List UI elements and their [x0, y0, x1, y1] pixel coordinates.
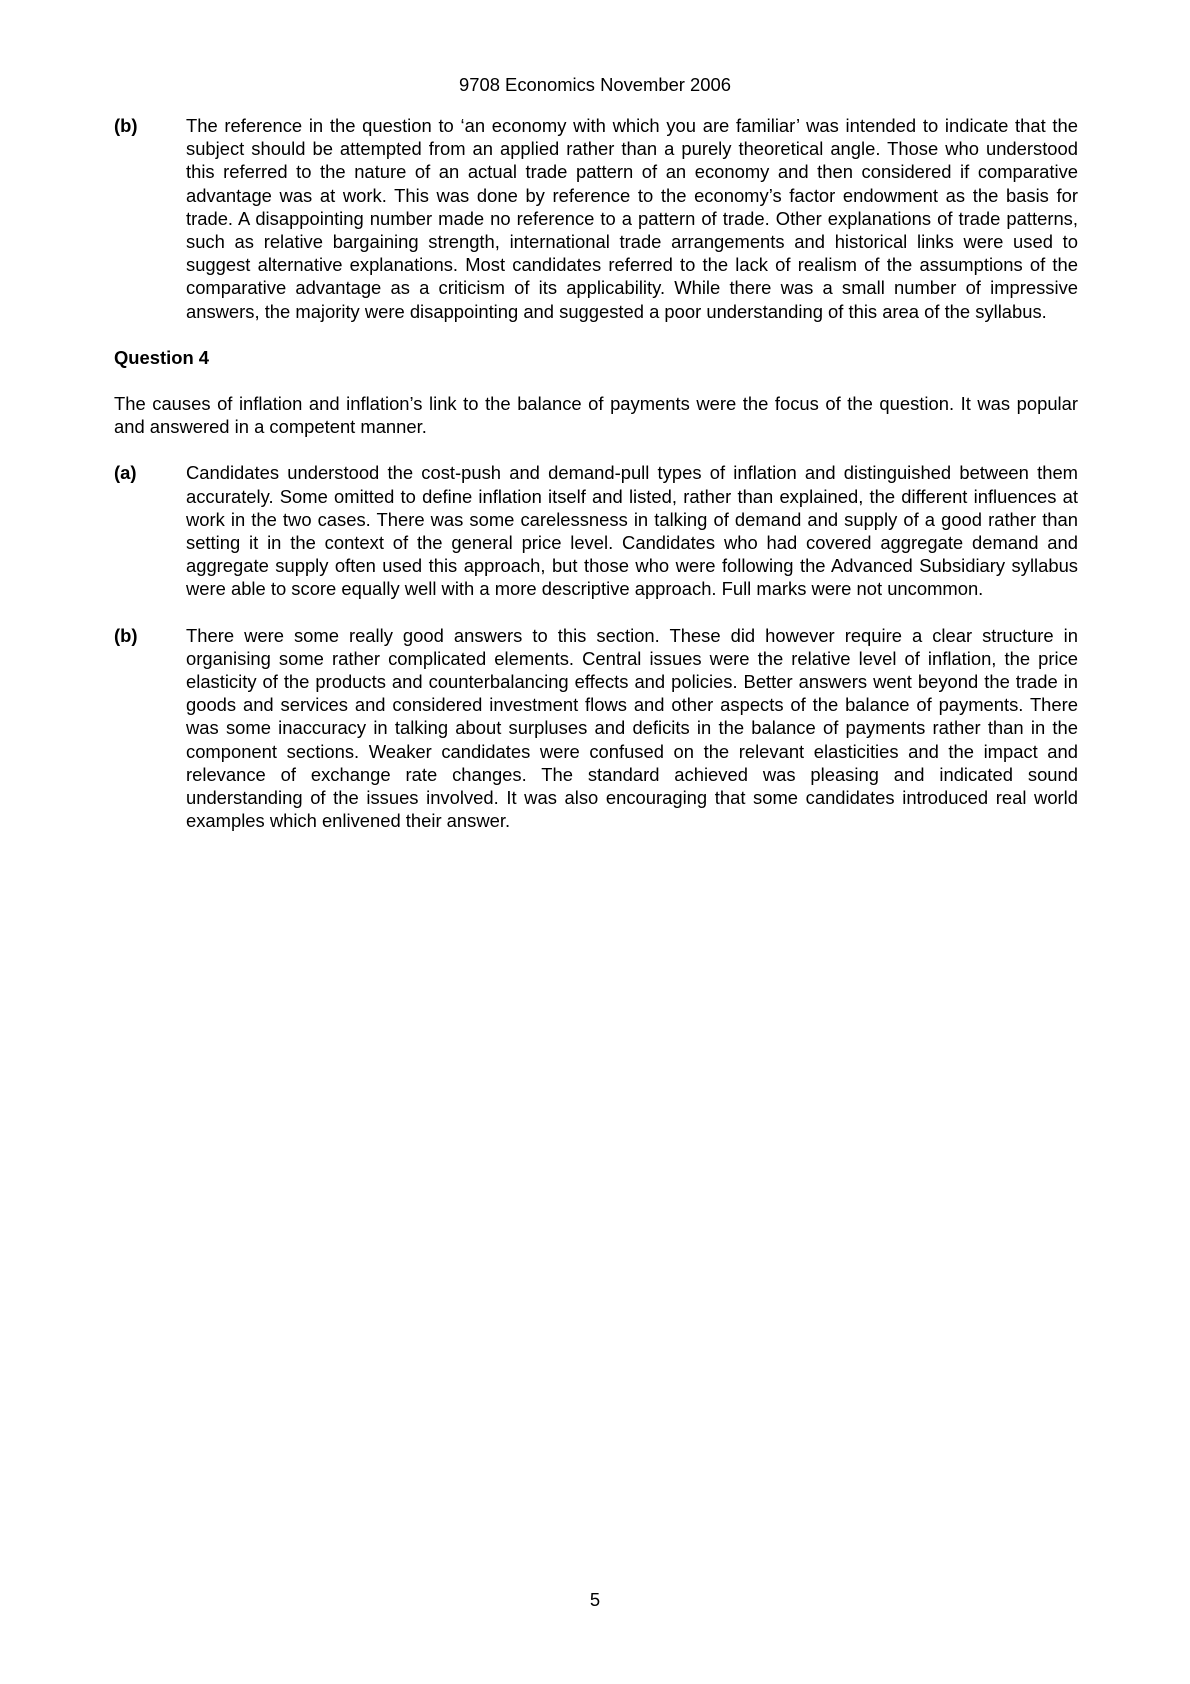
question4-part-a: [114, 461, 1078, 600]
question-heading: Question 4: [114, 346, 210, 368]
page-header: 9708 Economics November 2006: [459, 74, 731, 95]
item-text: Candidates understood the cost-push and demand-pull types of inflation and distinguished between them accurately. Some omitted to define inflation itself and listed, rather than explained, the different influences at work in the two cases. There was some carelessness in talking of demand and supply of a good rather than setting it in the context of the general price level. Candidates who had covered aggregate demand and aggregate supply often used this approach, but those who were following the Advanced Subsidiary syllabus were able to score equally well with a more descriptive approach. Full marks were not uncommon.: [186, 462, 1078, 600]
page-number: 5: [589, 1589, 601, 1610]
item-label: (a): [114, 462, 137, 484]
item-text: There were some really good answers to this section. These did however require a clear structure in organising some rather complicated elements. Central issues were the relative level of inflation, the price elasticity of the products and counterbalancing effects and policies. Better answers went beyond the trade in goods and services and considered investment flows and other aspects of the balance of payments. There was some inaccuracy in talking about surpluses and deficits in the balance of payments rather than in the component sections. Weaker candidates were confused on the relevant elasticities and the impact and relevance of exchange rate changes. The standard achieved was pleasing and indicated sound understanding of the issues involved. It was also encouraging that some candidates introduced real world examples which enlivened their answer.: [186, 624, 1078, 832]
item-label: (b): [114, 115, 138, 136]
document-body: [114, 114, 1078, 832]
question-intro: The causes of inflation and inflation’s link to the balance of payments were the focus of the question. It was popular and answered in a competent manner.: [114, 393, 1078, 438]
question4-part-b: [114, 624, 1078, 833]
section-b-previous: [114, 114, 1078, 323]
item-label: (b): [114, 624, 138, 646]
item-text: The reference in the question to ‘an economy with which you are familiar’ was intended to indicate that the subject should be attempted from an applied rather than a purely theoretical angle. Those who understood this referred to the nature of an actual trade pattern of an economy and then considered if comparative advantage was at work. This was done by reference to the economy’s factor endowment as the basis for trade. A disappointing number made no reference to a pattern of trade. Other explanations of trade patterns, such as relative bargaining strength, international trade arrangements and historical links were used to suggest alternative explanations. Most candidates referred to the lack of realism of the assumptions of the comparative advantage as a criticism of its applicability. While there was a small number of impressive answers, the majority were disappointing and suggested a poor understanding of this area of the syllabus.: [186, 115, 1078, 322]
